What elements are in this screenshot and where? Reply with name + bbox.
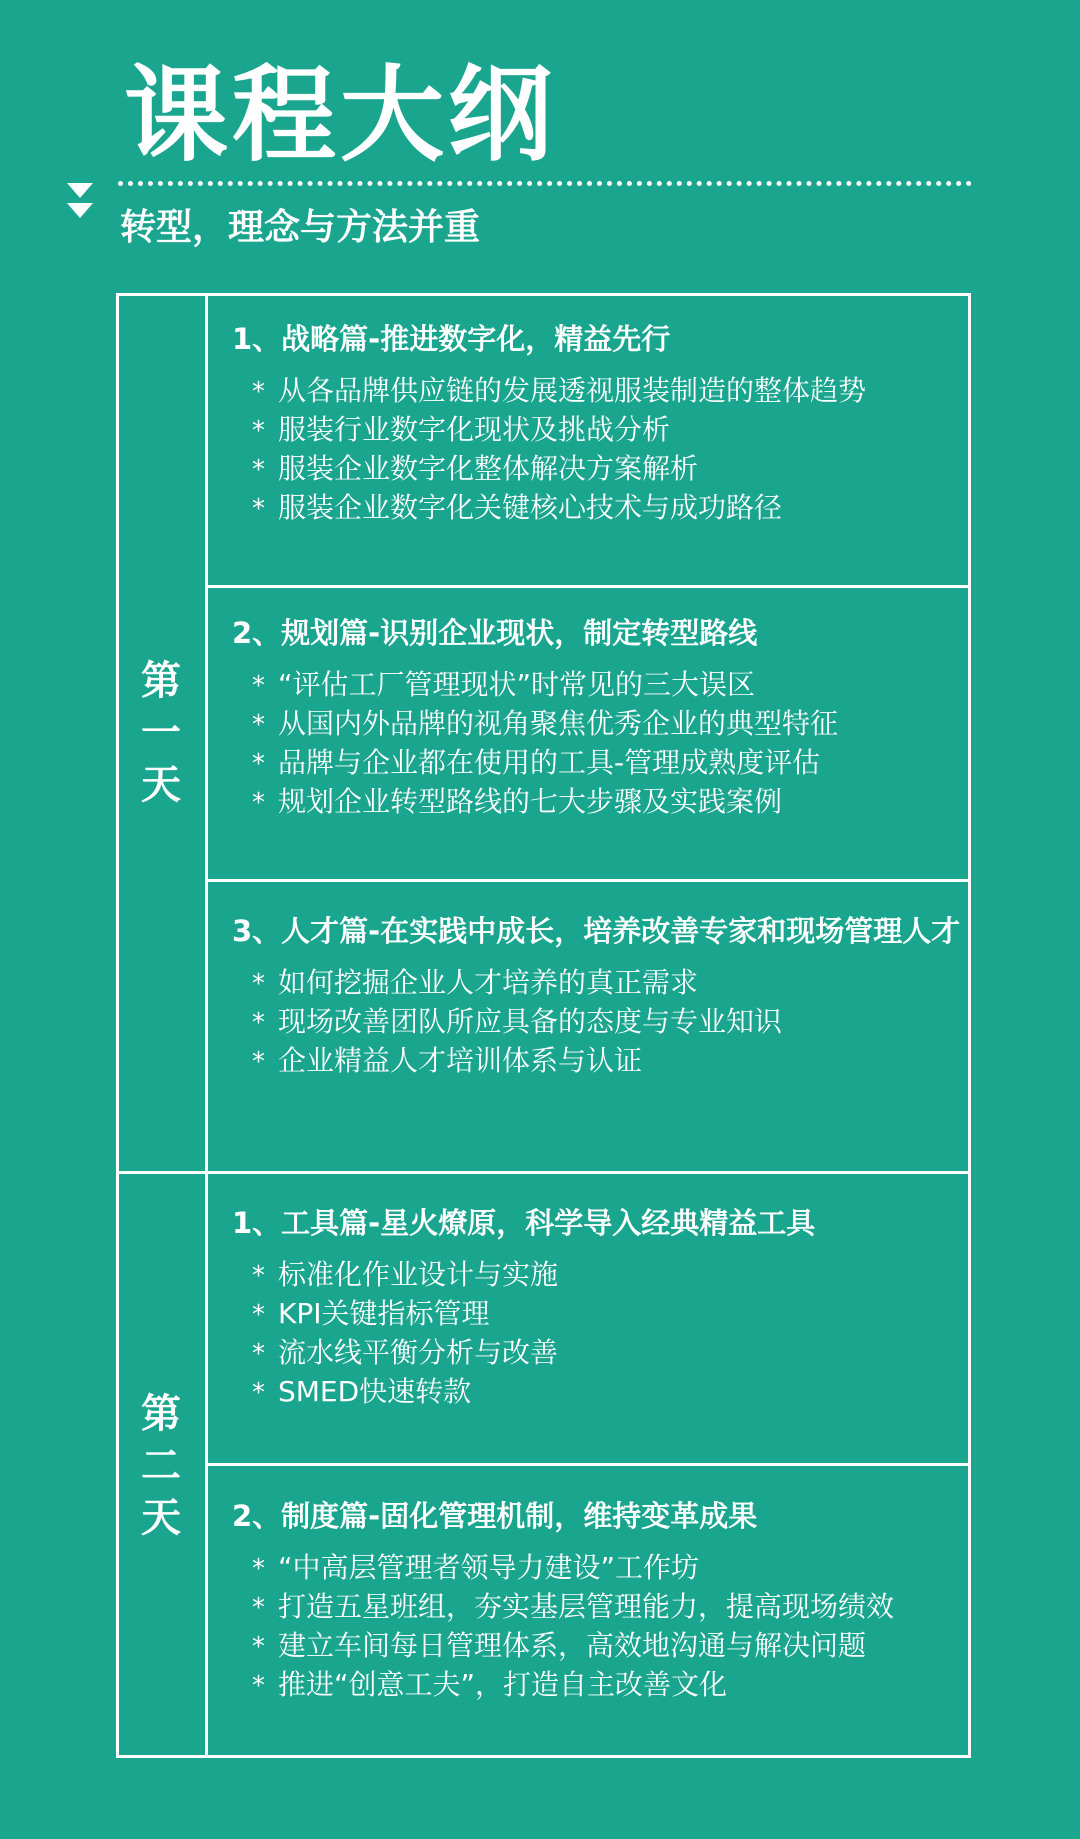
list-item [232, 1042, 967, 1081]
list-item [232, 1003, 967, 1042]
course-section [232, 1495, 967, 1705]
bullet-icon: * [252, 455, 265, 485]
bullet-icon: * [252, 416, 265, 446]
topic-text: 推进“创意工夫”，打造自主改善文化 [278, 1668, 728, 1701]
topic-text: SMED快速转款 [278, 1375, 472, 1408]
bullet-icon: * [252, 788, 265, 818]
list-item [232, 450, 967, 489]
page-title: 课程大纲 [124, 54, 557, 176]
topic-list [232, 1549, 967, 1705]
row-divider [205, 1463, 971, 1466]
dotted-divider [118, 181, 972, 186]
list-item [232, 783, 967, 822]
chevron-down-icon [67, 203, 93, 219]
list-item [232, 1627, 967, 1666]
list-item [232, 666, 967, 705]
topic-text: 如何挖掘企业人才培养的真正需求 [278, 966, 699, 999]
section-heading: 3、人才篇-在实践中成长，培养改善专家和现场管理人才 [232, 914, 961, 948]
bullet-icon: * [252, 1632, 265, 1662]
bullet-icon: * [252, 749, 265, 779]
bullet-icon: * [252, 1593, 265, 1623]
row-divider [205, 585, 971, 588]
topic-text: 标准化作业设计与实施 [278, 1258, 559, 1291]
list-item [232, 964, 967, 1003]
topic-text: “中高层管理者领导力建设”工作坊 [278, 1551, 700, 1584]
section-heading: 2、规划篇-识别企业现状，制定转型路线 [232, 616, 758, 650]
subtitle: 转型，理念与方法并重 [120, 207, 481, 248]
list-item [232, 411, 967, 450]
topic-text: KPI关键指标管理 [278, 1297, 490, 1330]
bullet-icon: * [252, 1671, 265, 1701]
section-heading: 2、制度篇-固化管理机制，维持变革成果 [232, 1499, 758, 1533]
list-item [232, 372, 967, 411]
topic-text: 服装行业数字化现状及挑战分析 [278, 413, 671, 446]
section-heading: 1、工具篇-星火燎原，科学导入经典精益工具 [232, 1206, 816, 1240]
section-heading: 1、战略篇-推进数字化，精益先行 [232, 322, 671, 356]
list-item [232, 1666, 967, 1705]
day-cell [116, 1173, 206, 1758]
topic-list [232, 666, 967, 822]
bullet-icon: * [252, 1261, 265, 1291]
bullet-icon: * [252, 1554, 265, 1584]
list-item [232, 489, 967, 528]
topic-list [232, 372, 967, 528]
bullet-icon: * [252, 494, 265, 524]
topic-text: 建立车间每日管理体系，高效地沟通与解决问题 [278, 1629, 867, 1662]
bullet-icon: * [252, 1047, 265, 1077]
bullet-icon: * [252, 671, 265, 701]
course-section [232, 910, 967, 1081]
day-label: 第二天 [141, 1390, 181, 1541]
list-item [232, 1334, 967, 1373]
day-cell [116, 293, 206, 1173]
list-item [232, 705, 967, 744]
list-item [232, 1295, 967, 1334]
topic-text: 品牌与企业都在使用的工具-管理成熟度评估 [278, 746, 821, 779]
list-item [232, 1588, 967, 1627]
topic-text: 打造五星班组，夯实基层管理能力，提高现场绩效 [278, 1590, 895, 1623]
list-item [232, 744, 967, 783]
topic-text: 从各品牌供应链的发展透视服装制造的整体趋势 [278, 374, 867, 407]
course-section [232, 1202, 967, 1412]
bullet-icon: * [252, 1339, 265, 1369]
day-label: 第一天 [141, 658, 181, 808]
list-item [232, 1549, 967, 1588]
row-divider [205, 879, 971, 882]
topic-text: 服装企业数字化整体解决方案解析 [278, 452, 699, 485]
topic-text: 规划企业转型路线的七大步骤及实践案例 [278, 785, 783, 818]
chevron-down-icon [67, 183, 93, 199]
course-section [232, 318, 967, 528]
topic-text: “评估工厂管理现状”时常见的三大误区 [278, 668, 756, 701]
topic-text: 企业精益人才培训体系与认证 [278, 1044, 643, 1077]
course-section [232, 612, 967, 822]
bullet-icon: * [252, 969, 265, 999]
bullet-icon: * [252, 1008, 265, 1038]
bullet-icon: * [252, 1300, 265, 1330]
bullet-icon: * [252, 377, 265, 407]
list-item [232, 1256, 967, 1295]
topic-list [232, 964, 967, 1081]
topic-text: 流水线平衡分析与改善 [278, 1336, 559, 1369]
list-item [232, 1373, 967, 1412]
topic-list [232, 1256, 967, 1412]
bullet-icon: * [252, 710, 265, 740]
topic-text: 从国内外品牌的视角聚焦优秀企业的典型特征 [278, 707, 839, 740]
bullet-icon: * [252, 1378, 265, 1408]
topic-text: 现场改善团队所应具备的态度与专业知识 [278, 1005, 783, 1038]
day-divider [116, 1171, 971, 1174]
topic-text: 服装企业数字化关键核心技术与成功路径 [278, 491, 783, 524]
